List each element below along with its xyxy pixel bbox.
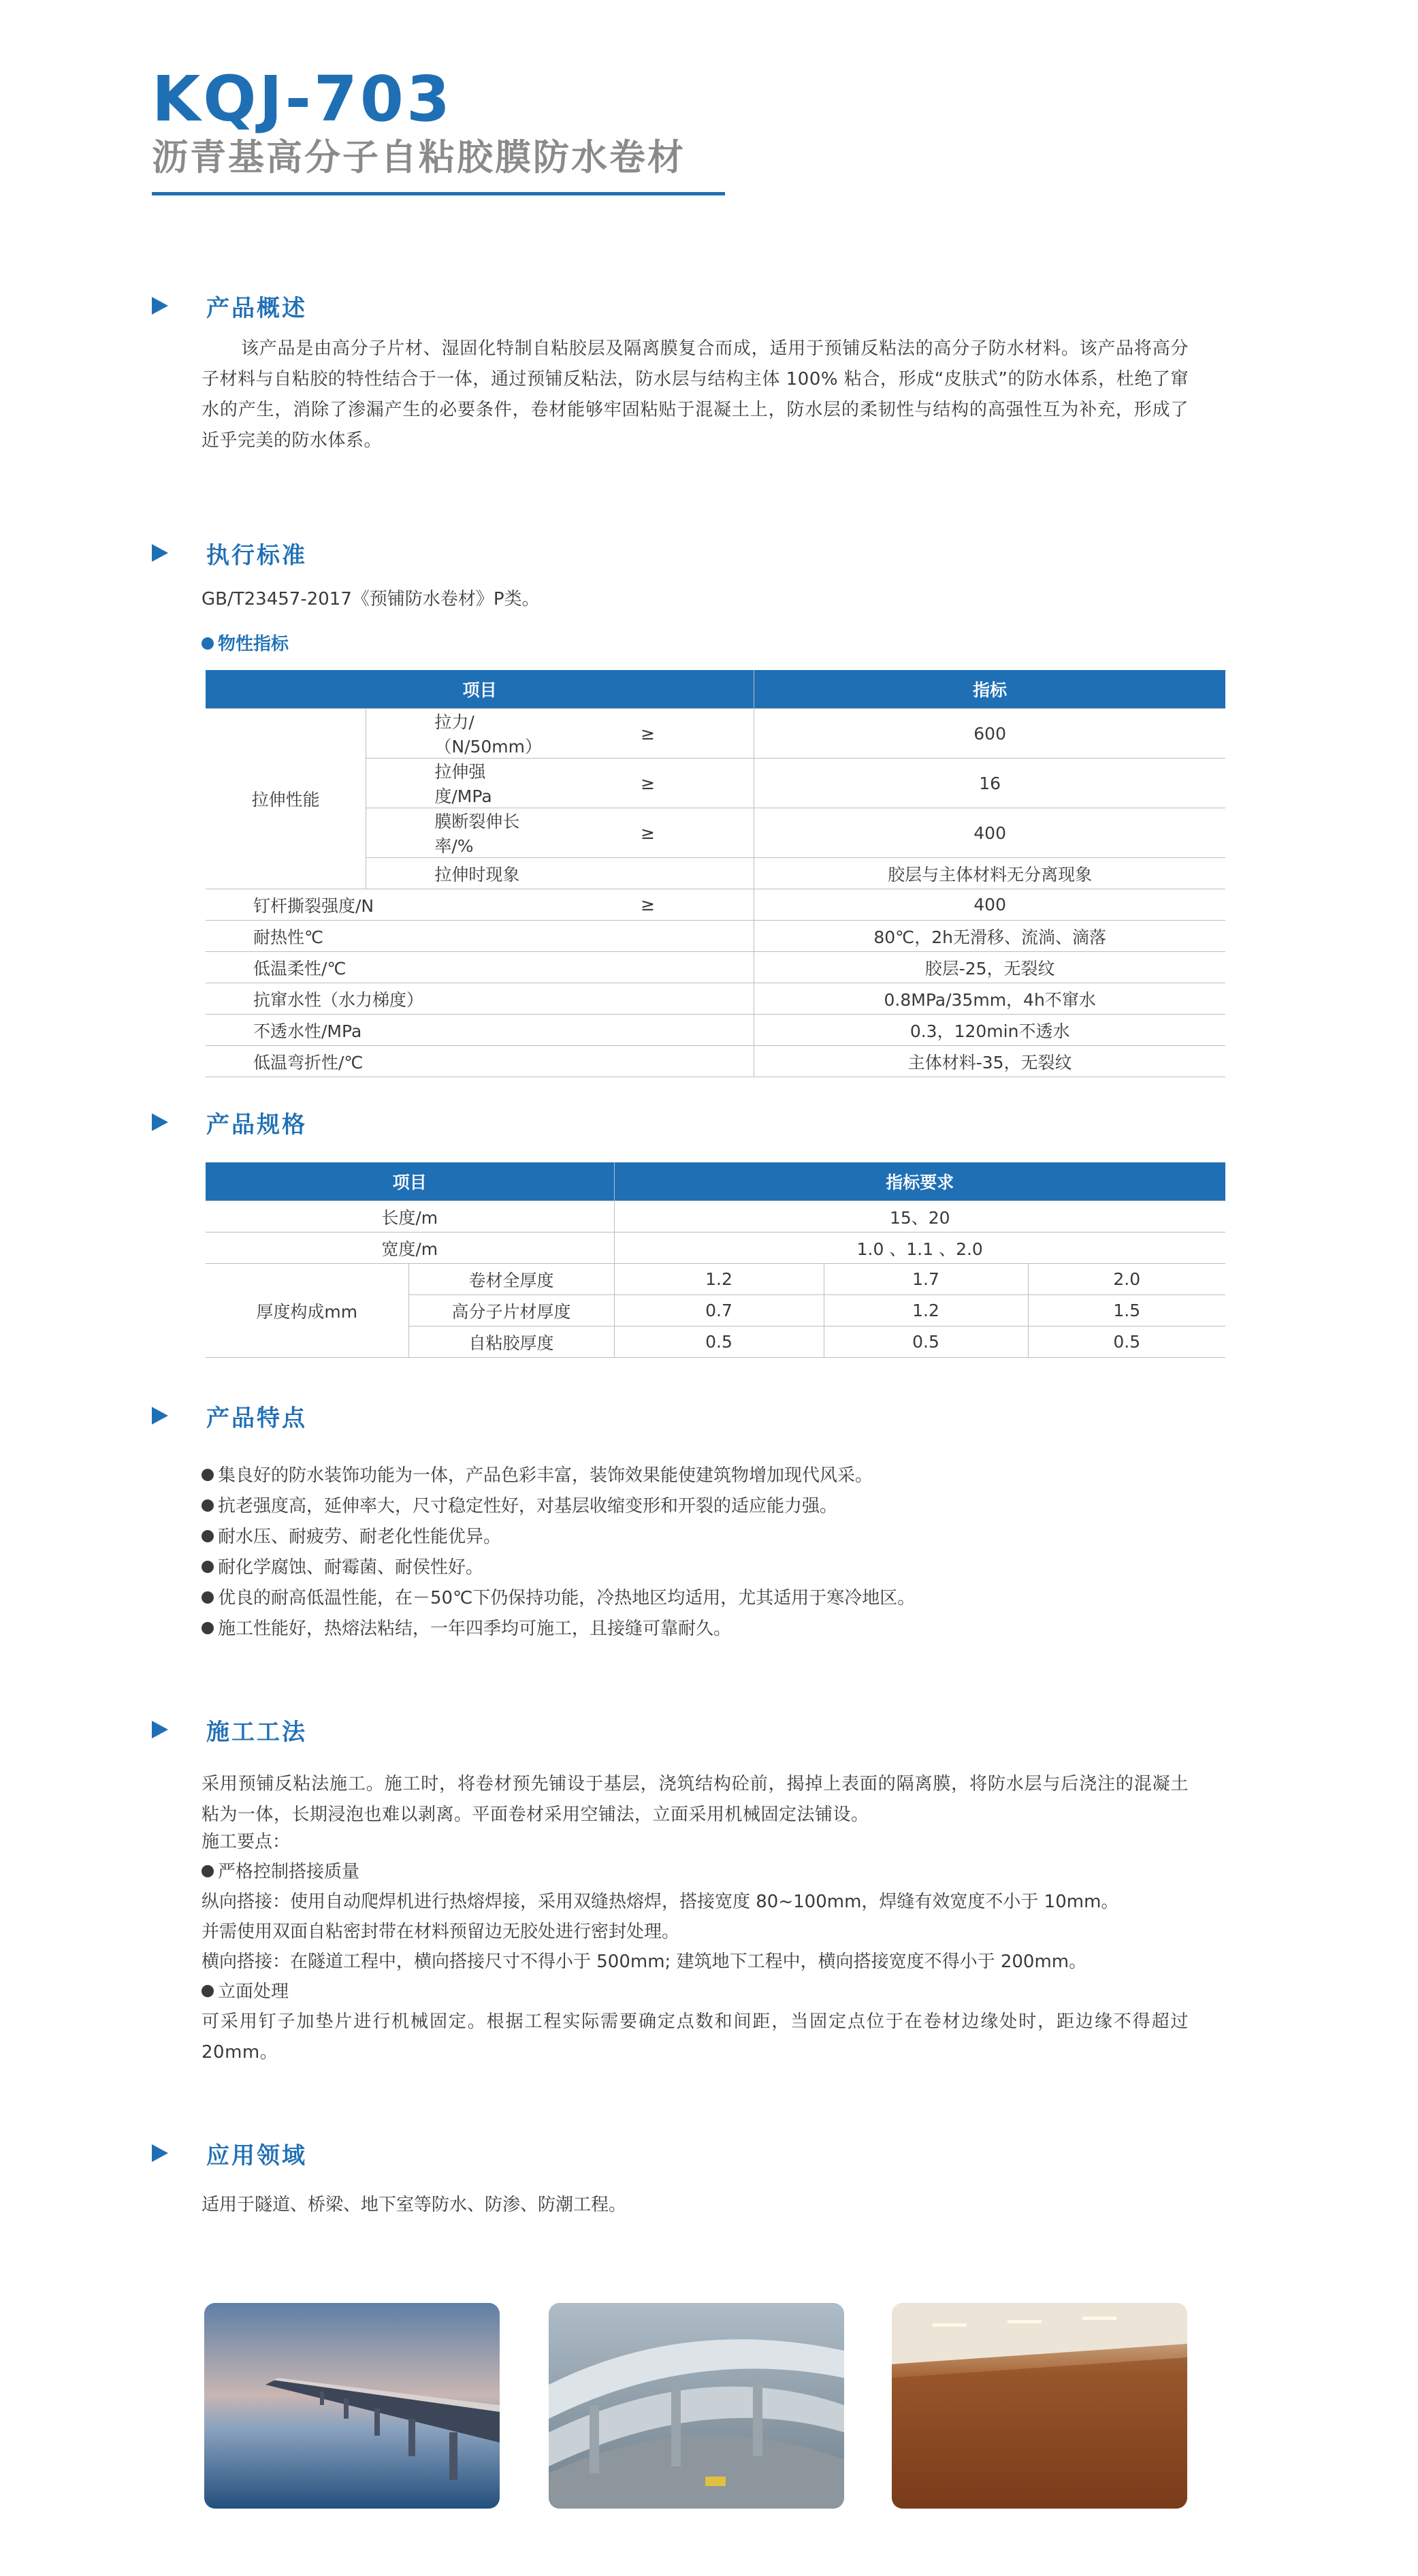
row-item: 膜断裂伸长率/% (366, 808, 542, 858)
table-row (206, 1046, 1225, 1077)
triangle-bullet-icon (152, 1113, 168, 1131)
row-value: 15、20 (614, 1201, 1225, 1233)
bridge-photo (204, 2303, 500, 2509)
row-item: 耐热性℃ (206, 921, 754, 952)
row-value: 0.5 (614, 1326, 824, 1358)
row-value: 0.5 (1028, 1326, 1225, 1358)
section-heading-application (152, 2138, 307, 2168)
table-header-row (206, 670, 1225, 709)
row-value: 400 (754, 889, 1225, 921)
application-text: 适用于隧道、桥梁、地下室等防水、防渗、防潮工程。 (202, 2195, 627, 2215)
row-item: 抗窜水性（水力梯度） (206, 983, 754, 1015)
group-label: 厚度构成mm (206, 1264, 408, 1358)
point2-title-text: 立面处理 (218, 1982, 289, 2002)
point1-title-text: 严格控制搭接质量 (218, 1862, 360, 1882)
row-item: 不透水性/MPa (206, 1015, 754, 1046)
row-item: 自粘胶厚度 (408, 1326, 614, 1358)
row-item: 钉杆撕裂强度/N (206, 889, 542, 921)
row-value: 主体材料-35，无裂纹 (754, 1046, 1225, 1077)
row-value: 600 (754, 709, 1225, 759)
dot-bullet-icon (202, 1561, 214, 1573)
construction-points-label: 施工要点： (202, 1832, 291, 1852)
properties-subhead-label: 物性指标 (218, 634, 289, 654)
row-op: ≥ (542, 759, 754, 808)
row-value: 0.8MPa/35mm，4h不窜水 (754, 983, 1225, 1015)
row-item: 高分子片材厚度 (408, 1295, 614, 1326)
overpass-photo (549, 2303, 844, 2509)
table-row (206, 983, 1225, 1015)
dot-bullet-icon (202, 637, 214, 650)
row-value: 16 (754, 759, 1225, 808)
section-title: 施工工法 (206, 1718, 307, 1746)
list-item: 优良的耐高低温性能，在－50℃下仍保持功能，冷热地区均适用，尤其适用于寒冷地区。 (202, 1583, 915, 1614)
group-label: 拉伸性能 (206, 709, 366, 889)
section-heading-standard (152, 538, 307, 568)
title-underline (152, 192, 725, 195)
triangle-bullet-icon (152, 297, 168, 315)
row-value: 胶层与主体材料无分离现象 (754, 858, 1225, 889)
row-value: 1.5 (1028, 1295, 1225, 1326)
header-value: 指标 (754, 670, 1225, 709)
row-value: 胶层-25，无裂纹 (754, 952, 1225, 983)
construction-point1-line3: 横向搭接：在隧道工程中，横向搭接尺寸不得小于 500mm; 建筑地下工程中，横向搭接宽度不得小于 200mm。 (202, 1952, 1087, 1972)
row-value: 1.7 (824, 1264, 1028, 1295)
construction-intro: 采用预铺反粘法施工。施工时，将卷材预先铺设于基层，浇筑结构砼前，揭掉上表面的隔离膜，将防水层与后浇注的混凝土粘为一体，长期浸泡也难以剥离。平面卷材采用空铺法，立面采用机械固定法铺设。 (202, 1774, 1189, 1825)
features-list (202, 1461, 915, 1644)
overview-paragraph: 该产品是由高分子片材、湿固化特制自粘胶层及隔离膜复合而成，适用于预铺反粘法的高分子防水材料。该产品将高分子材料与自粘胶的特性结合于一体，通过预铺反粘法，防水层与结构主体 100% 粘合，形成“皮肤式”的防水体系，杜绝了窜水的产生，消除了渗漏产生的必要条件，卷材能够牢固粘贴于混凝土上，防水层的柔韧性与结构的高强性互为补充，形成了近乎完美的防水体系。 (202, 338, 1189, 451)
dot-bullet-icon (202, 1865, 214, 1877)
triangle-bullet-icon (152, 2144, 168, 2162)
product-name: 沥青基高分子自粘胶膜防水卷材 (152, 137, 686, 178)
list-item: 耐化学腐蚀、耐霉菌、耐侯性好。 (202, 1553, 915, 1583)
list-item: 抗老强度高，延伸率大，尺寸稳定性好，对基层收缩变形和开裂的适应能力强。 (202, 1491, 915, 1522)
row-item: 拉力/（N/50mm） (366, 709, 542, 759)
section-heading-overview (152, 291, 307, 321)
row-value: 400 (754, 808, 1225, 858)
list-item: 集良好的防水装饰功能为一体，产品色彩丰富，装饰效果能使建筑物增加现代风采。 (202, 1461, 915, 1491)
properties-table (206, 670, 1225, 1077)
row-op (542, 858, 754, 889)
row-op: ≥ (542, 889, 754, 921)
table-row (206, 709, 1225, 759)
table-row (206, 1264, 1225, 1295)
table-row (206, 889, 1225, 921)
row-item: 宽度/m (206, 1233, 614, 1264)
dot-bullet-icon (202, 1622, 214, 1634)
row-item: 长度/m (206, 1201, 614, 1233)
section-title: 产品规格 (206, 1111, 307, 1139)
standard-text: GB/T23457-2017《预铺防水卷材》P类。 (202, 589, 540, 609)
row-op: ≥ (542, 709, 754, 759)
row-value: 80℃，2h无滑移、流淌、滴落 (754, 921, 1225, 952)
row-value: 0.7 (614, 1295, 824, 1326)
section-title: 产品特点 (206, 1404, 307, 1432)
dot-bullet-icon (202, 1530, 214, 1542)
construction-point1-line2: 并需使用双面自粘密封带在材料预留边无胶处进行密封处理。 (202, 1922, 680, 1942)
construction-point1-title (202, 1857, 359, 1888)
row-item: 低温柔性/℃ (206, 952, 754, 983)
table-row (206, 1233, 1225, 1264)
row-value: 1.0 、1.1 、2.0 (614, 1233, 1225, 1264)
row-value: 0.3，120min不透水 (754, 1015, 1225, 1046)
header-value: 指标要求 (614, 1162, 1225, 1201)
section-heading-spec (152, 1107, 307, 1137)
table-row (206, 1201, 1225, 1233)
section-title: 产品概述 (206, 294, 307, 322)
dot-bullet-icon (202, 1591, 214, 1604)
row-item: 卷材全厚度 (408, 1264, 614, 1295)
section-title: 执行标准 (206, 541, 307, 569)
construction-point1-line1: 纵向搭接：使用自动爬焊机进行热熔焊接，采用双缝热熔焊，搭接宽度 80~100mm，焊缝有效宽度不小于 10mm。 (202, 1892, 1119, 1912)
dot-bullet-icon (202, 1499, 214, 1512)
table-row (206, 952, 1225, 983)
row-item: 拉伸时现象 (366, 858, 542, 889)
table-row (206, 921, 1225, 952)
header-item: 项目 (206, 670, 754, 709)
properties-subhead (202, 630, 289, 655)
construction-point2-title (202, 1977, 289, 2007)
list-item: 耐水压、耐疲劳、耐老化性能优异。 (202, 1522, 915, 1553)
row-item: 低温弯折性/℃ (206, 1046, 754, 1077)
dot-bullet-icon (202, 1985, 214, 1997)
table-row (206, 1015, 1225, 1046)
basement-photo (892, 2303, 1187, 2509)
construction-point2-text: 可采用钉子加垫片进行机械固定。根据工程实际需要确定点数和间距，当固定点位于在卷材边缘处时，距边缘不得超过 20mm。 (202, 2011, 1189, 2063)
list-item: 施工性能好，热熔法粘结，一年四季均可施工，且接缝可靠耐久。 (202, 1614, 915, 1644)
section-heading-features (152, 1401, 307, 1431)
row-value: 2.0 (1028, 1264, 1225, 1295)
model-number: KQJ-703 (152, 63, 453, 136)
row-op: ≥ (542, 808, 754, 858)
spec-table (206, 1162, 1225, 1358)
row-item: 拉伸强度/MPa (366, 759, 542, 808)
header-item: 项目 (206, 1162, 614, 1201)
dot-bullet-icon (202, 1469, 214, 1481)
triangle-bullet-icon (152, 544, 168, 562)
row-value: 0.5 (824, 1326, 1028, 1358)
table-header-row (206, 1162, 1225, 1201)
triangle-bullet-icon (152, 1407, 168, 1425)
triangle-bullet-icon (152, 1721, 168, 1738)
section-title: 应用领域 (206, 2142, 307, 2169)
row-value: 1.2 (614, 1264, 824, 1295)
row-value: 1.2 (824, 1295, 1028, 1326)
section-heading-construction (152, 1715, 307, 1745)
